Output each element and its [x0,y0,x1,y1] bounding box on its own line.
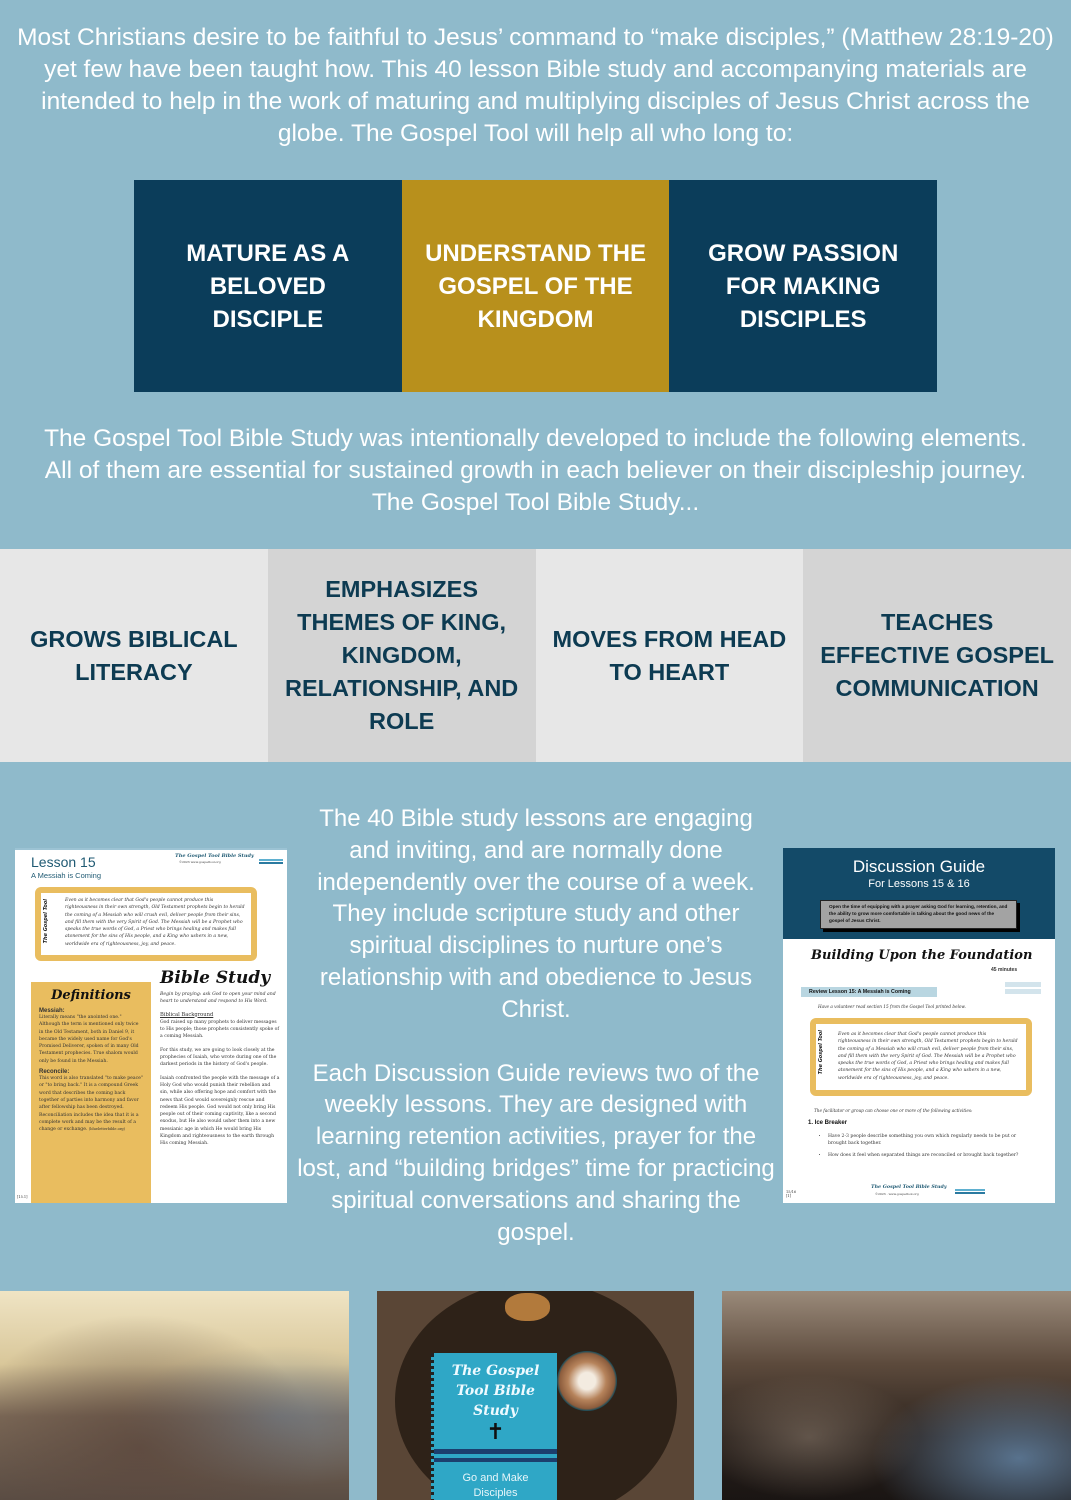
guide-subtitle: For Lessons 15 & 16 [868,878,970,890]
lessons-paragraph: The 40 Bible study lessons are engaging and inviting, and are normally done independently over the course of a week. They include scripture study and other spiritual disciplines to nurture one’s relationship with and obedience to Jesus Christ. [317,805,755,1023]
book-title: The Gospel Tool Bible Study [451,1363,540,1419]
gospel-tool-book [431,1353,557,1500]
duration: 45 minutes [991,967,1018,973]
def-text: Literally means "the anointed one." Although the term is mentioned only twice in the Old Testament, both in Daniel 9, it became the widely used name for God's Promised Deliverer, spoken of in many Old Testament prophecies. True shalom would only be found in the Messiah. [39,1015,139,1064]
logo-waves-icon [259,856,283,864]
def-text: This word is also translated "to make peace" or "to bring back." It is a compound Greek word that describes the coming back together of parties into harmony and favor after fellowship has been destroyed. Reconciliation includes the idea that it is a complete work and may be the result of a change or exchange. [39,1076,143,1133]
gospel-tool-quote [35,887,257,961]
background-text: For this study, we are going to look closely at the prophecies of Isaiah, who wrote during one of the darkest periods in the history of God's people. [160,1047,277,1068]
goals-row [134,180,937,392]
logo-waves-icon [955,1186,985,1194]
elements-intro: The Gospel Tool Bible Study was intentionally developed to include the following elements. All of them are essential for sustained growth in each believer on their discipleship journey. The Gospel Tool Bible Study... [44,425,1027,516]
quote-side-label: The Gospel Tool [43,899,49,944]
activity-bullet: • Have 2-3 people describe something you own which regularly needs to be put or brought back together. [828,1133,1033,1148]
brand-logo: The Gospel Tool Bible Study [871,1184,947,1190]
definitions-title: Definitions [51,988,131,1003]
brand-sub: ©2023 www.gospeltool.org [179,860,221,864]
element-themes: EMPHASIZES THEMES OF KING, KINGDOM, RELATIONSHIP, AND ROLE [268,549,536,762]
study-intro: Begin by praying: ask God to open your mind and heart to understand and respond to His Word. [160,992,276,1005]
goal-mature: MATURE AS A BELOVED DISCIPLE [134,180,402,392]
elements-row [0,549,1071,762]
page-number: [15.1] [17,1195,28,1199]
coffee-shop-study-photo [722,1291,1071,1500]
group-study-photo [0,1291,349,1500]
bible-study-title: Bible Study [160,968,271,988]
book-tagline: Go and Make Disciples [462,1472,529,1499]
lesson-subtitle: A Messiah is Coming [31,871,102,880]
discussion-guide-preview [783,848,1055,1203]
guide-header [783,848,1055,939]
instruction-text: Have a volunteer read section 15 from the Gospel Tool printed below. [818,1004,966,1009]
goal-grow: GROW PASSION FOR MAKING DISCIPLES [669,180,937,392]
coffee-cup [557,1351,617,1411]
background-heading: Biblical Background [160,1011,214,1018]
choose-text: The facilitator or group can choose one or more of the following activities: [814,1108,973,1113]
guide-paragraph: Each Discussion Guide reviews two of the weekly lessons. They are designed with learning retention activities, prayer for the lost, and “building bridges” time for practicing spiritual conversations and sharing the gospel. [297,1059,775,1246]
def-term: Reconcile: [39,1069,70,1076]
book-coffee-photo [377,1291,694,1500]
background-text: Isaiah confronted the people with the message of a Holy God who would punish their rebellion and sin, while also offering hope and comfort with the news that God would sovereignly rescue and redeem His people. God would not only bring His people out of their coming captivity, like a second exodus, but He also would usher them into a new messianic age in which He would bring His Kingdom and righteousness to the earth through His coming Messiah. [160,1075,280,1147]
activity-bullet: • How does it feel when separated things are reconciled or brought back together? [828,1152,1033,1159]
bible-study-section [160,968,280,1148]
brand-logo: The Gospel Tool Bible Study [175,853,254,859]
brand-sub: ©2023 · www.gospeltool.org [875,1192,919,1196]
prayer-box: Open the time of equipping with a prayer asking God for learning, retention, and the ability to grow more comfortable in talking about the good news of the gospel of Jesus Christ. [820,900,1017,929]
intro-paragraph: Most Christians desire to be faithful to Jesus’ command to “make disciples,” (Matthew 28:19-20) yet few have been taught how. This 40 lesson Bible study and accompanying materials are intended to help in the work of maturing and multiplying disciples of Jesus Christ across the globe. The Gospel Tool will help all who long to: [17,24,1054,147]
quote-text: Even as it becomes clear that God's people cannot produce this righteousness in their own strength, Old Testament prophets begin to herald the coming of a Messiah who will crush evil, deliver people from their sins, and fill them with the very Spirit of God. The Messiah will be a Prophet who speaks the true words of God, a Priest who brings healing and makes full atonement for the sins of His people, and a King who ushers in a new, worldwide era of righteousness, joy, and peace. [65,898,245,947]
def-term: Messiah: [39,1008,65,1014]
cross-icon: ✝ [486,1419,505,1444]
activity-heading: 1. Ice Breaker [808,1120,848,1126]
lessons-description [296,803,776,1248]
guide-title: Discussion Guide [852,857,986,876]
definitions-box [31,982,151,1203]
def-source: (blueletterbible.org) [88,1127,125,1132]
gospel-tool-quote [810,1018,1032,1096]
element-communication: TEACHES EFFECTIVE GOSPEL COMMUNICATION [803,549,1071,762]
element-head-heart: MOVES FROM HEAD TO HEART [536,549,804,762]
element-literacy: GROWS BIBLICAL LITERACY [0,549,268,762]
goal-understand: UNDERSTAND THE GOSPEL OF THE KINGDOM [402,180,670,392]
lesson-title: Lesson 15 [31,854,96,870]
croissant [505,1293,550,1321]
lesson-page-preview [15,848,287,1203]
page-number: 15/16 [1] [786,1190,797,1198]
review-heading: Review Lesson 15: A Messiah is Coming [801,987,937,997]
section-title: Building Upon the Foundation [811,948,1033,963]
background-text: God raised up many prophets to deliver messages to His people; those prophets consistently spoke of a coming Messiah. [160,1019,280,1040]
bricks-icon [1005,980,1041,996]
quote-side-label: The Gospel Tool [818,1030,824,1075]
quote-text: Even as it becomes clear that God's people cannot produce this righteousness in their own strength, Old Testament prophets begin to herald the coming of a Messiah who will crush evil, deliver people from their sins, and fill them with the very Spirit of God. The Messiah will be a Prophet who speaks the true words of God, a Priest who brings healing and makes full atonement for the sins of His people, and a King who ushers in a new, worldwide era of righteousness, joy, and peace. [838,1032,1018,1081]
waves-icon [434,1449,557,1465]
